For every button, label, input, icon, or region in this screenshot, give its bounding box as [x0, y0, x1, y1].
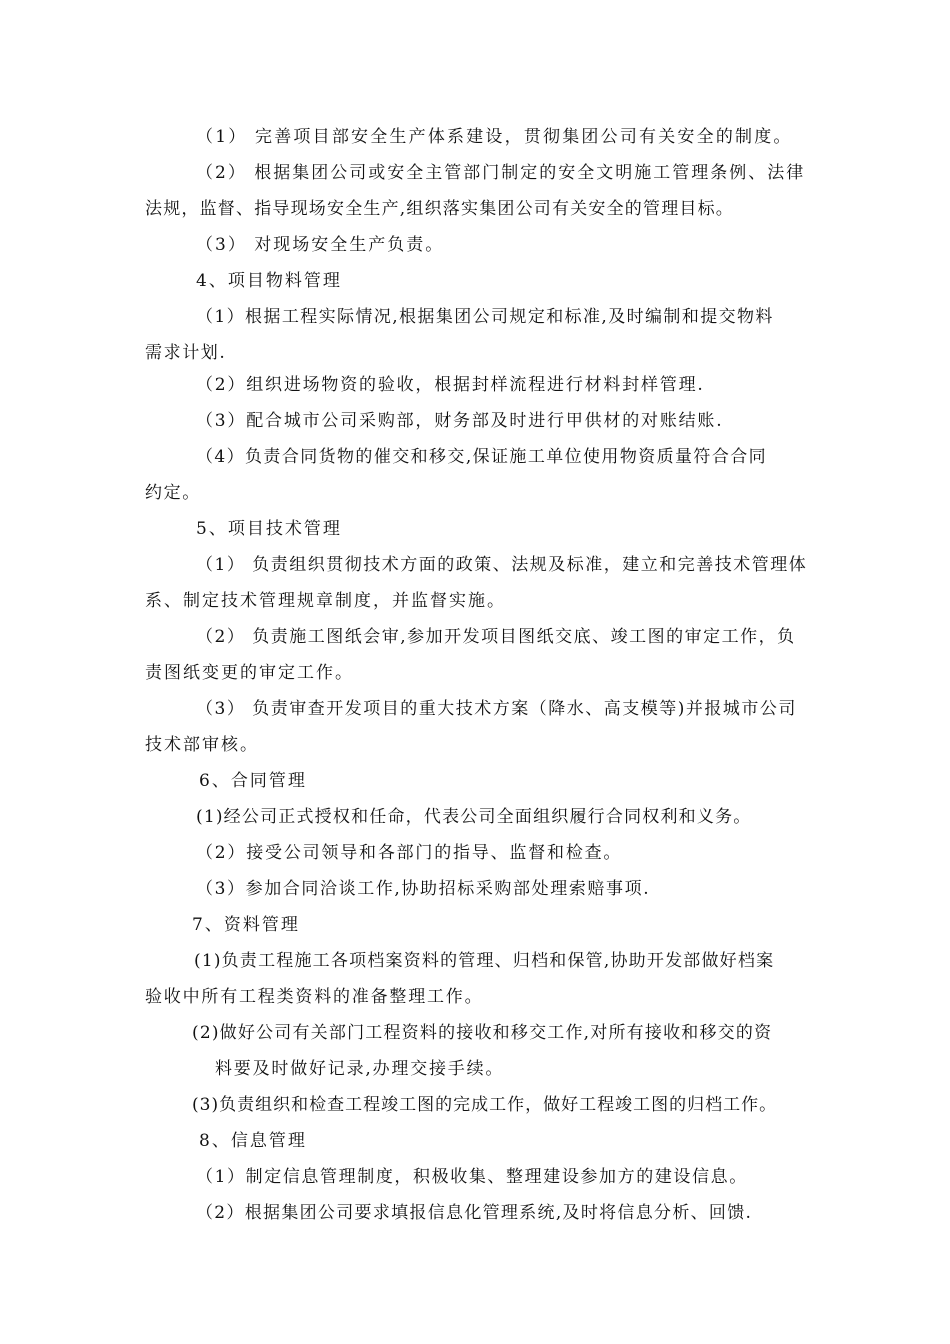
- text-line: 系、制定技术管理规章制度，并监督实施。: [145, 591, 506, 611]
- text-line: （2） 负责施工图纸会审,参加开发项目图纸交底、竣工图的审定工作，负: [196, 627, 796, 647]
- text-line: 需求计划.: [145, 343, 227, 363]
- text-line: （2）组织进场物资的验收，根据封样流程进行材料封样管理.: [196, 375, 705, 395]
- text-line: （3）参加合同洽谈工作,协助招标采购部处理索赔事项.: [196, 879, 651, 899]
- section-heading: 4、项目物料管理: [196, 271, 342, 291]
- text-line: (3)负责组织和检查工程竣工图的完成工作，做好工程竣工图的归档工作。: [192, 1095, 778, 1115]
- text-line: （2） 根据集团公司或安全主管部门制定的安全文明施工管理条例、法律: [196, 163, 806, 183]
- text-line: （1）制定信息管理制度，积极收集、整理建设参加方的建设信息。: [196, 1167, 748, 1187]
- text-line: (1)负责工程施工各项档案资料的管理、归档和保管,协助开发部做好档案: [194, 951, 775, 971]
- section-heading: 7、资料管理: [192, 915, 300, 935]
- text-line: 法规，监督、指导现场安全生产,组织落实集团公司有关安全的管理目标。: [145, 199, 735, 219]
- text-line: （1） 负责组织贯彻技术方面的政策、法规及标准，建立和完善技术管理体: [196, 555, 808, 575]
- text-line: (2)做好公司有关部门工程资料的接收和移交工作,对所有接收和移交的资: [192, 1023, 773, 1043]
- text-line: （1）根据工程实际情况,根据集团公司规定和标准,及时编制和提交物料: [196, 307, 774, 327]
- text-line: 验收中所有工程类资料的准备整理工作。: [145, 987, 484, 1007]
- text-line: （3）配合城市公司采购部，财务部及时进行甲供材的对账结账.: [196, 411, 724, 431]
- text-line: 约定。: [145, 483, 201, 503]
- text-line: （2）根据集团公司要求填报信息化管理系统,及时将信息分析、回馈.: [196, 1203, 753, 1223]
- text-line: （3） 负责审查开发项目的重大技术方案（降水、高支模等)并报城市公司: [196, 699, 797, 719]
- text-line: 料要及时做好记录,办理交接手续。: [215, 1059, 505, 1079]
- section-heading: 5、项目技术管理: [196, 519, 342, 539]
- text-line: 技术部审核。: [145, 735, 259, 755]
- section-heading: 6、合同管理: [199, 771, 307, 791]
- text-line: 责图纸变更的审定工作。: [145, 663, 354, 683]
- text-line: （4）负责合同货物的催交和移交,保证施工单位使用物资质量符合合同: [196, 447, 768, 467]
- text-line: （3） 对现场安全生产负责。: [196, 235, 445, 255]
- section-heading: 8、信息管理: [199, 1131, 307, 1151]
- text-line: (1)经公司正式授权和任命，代表公司全面组织履行合同权利和义务。: [196, 807, 752, 827]
- text-line: （1） 完善项目部安全生产体系建设，贯彻集团公司有关安全的制度。: [196, 127, 793, 147]
- text-line: （2）接受公司领导和各部门的指导、监督和检查。: [196, 843, 623, 863]
